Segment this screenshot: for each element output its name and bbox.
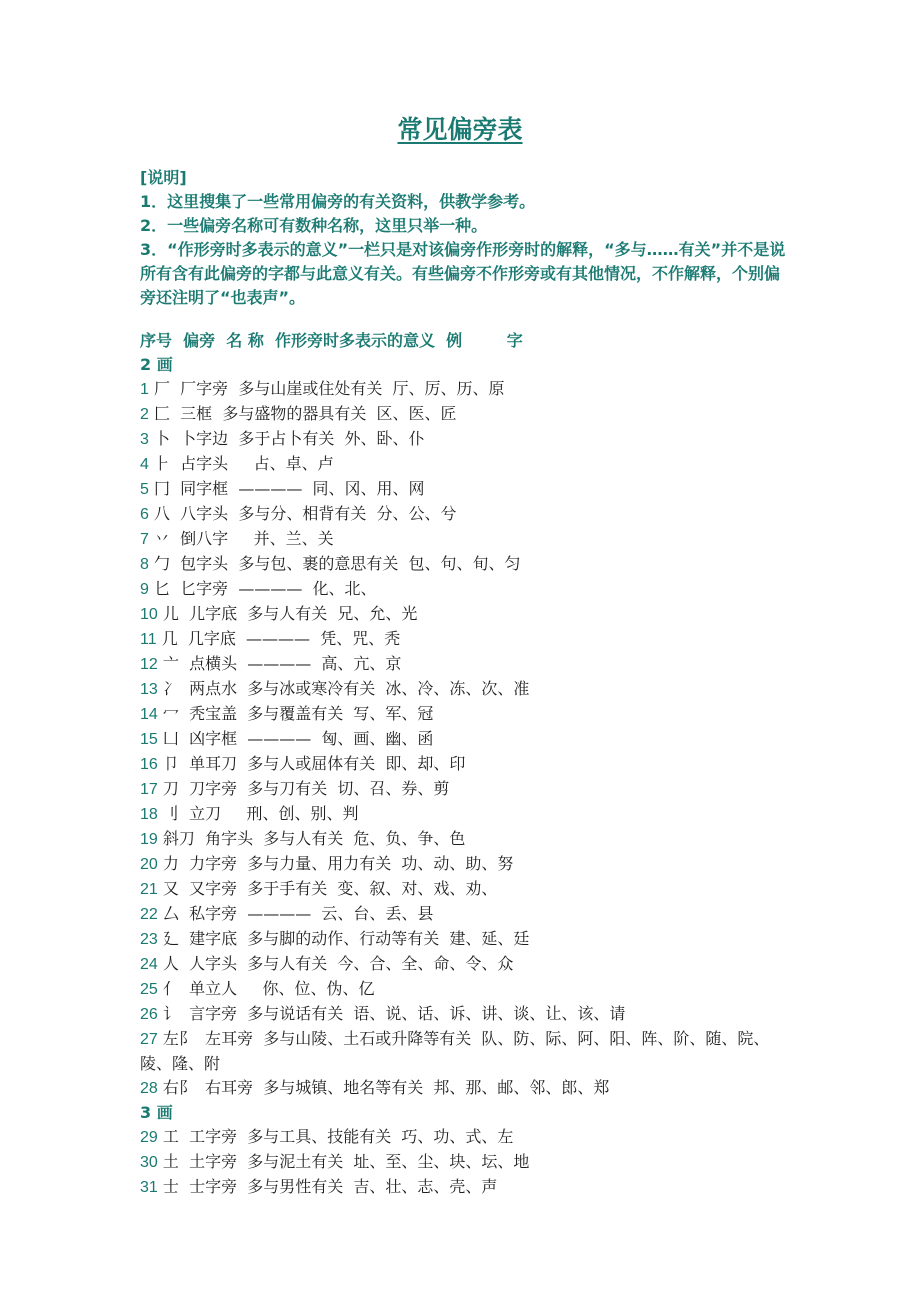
list-item	[140, 402, 790, 427]
entry-text: 匕 匕字旁 ———— 化、北、	[154, 579, 377, 598]
list-item	[140, 927, 790, 952]
list-item	[140, 1125, 790, 1150]
entry-number: 5	[140, 481, 149, 498]
list-item	[140, 777, 790, 802]
notes-heading: [说明]	[140, 168, 187, 187]
entry-number: 6	[140, 506, 149, 523]
entry-number: 10	[140, 606, 158, 623]
entry-number: 18	[140, 806, 158, 823]
entry-number: 31	[140, 1179, 158, 1196]
list-item	[140, 1150, 790, 1175]
list-item	[140, 1076, 790, 1101]
note-item-2: 2．一些偏旁名称可有数种名称，这里只举一种。	[140, 216, 488, 235]
entry-text: 卩 单耳刀 多与人或屈体有关 即、却、印	[162, 754, 466, 773]
list-item	[140, 427, 790, 452]
entry-number: 27	[140, 1031, 158, 1048]
entry-number: 17	[140, 781, 158, 798]
entry-number: 9	[140, 581, 149, 598]
entry-text: 八 八字头 多与分、相背有关 分、公、兮	[154, 504, 457, 523]
entry-number: 22	[140, 906, 158, 923]
entry-text: 勹 包字头 多与包、裹的意思有关 包、句、旬、匀	[154, 554, 521, 573]
note-item-1: 1．这里搜集了一些常用偏旁的有关资料，供教学参考。	[140, 192, 536, 211]
entry-text: 冂 同字框 ———— 同、冈、用、网	[154, 479, 425, 498]
entry-number: 14	[140, 706, 158, 723]
entry-text: 冖 秃宝盖 多与覆盖有关 写、军、冠	[162, 704, 434, 723]
entry-number: 15	[140, 731, 158, 748]
entry-text: 刂 立刀 刑、创、别、判	[162, 804, 359, 823]
list-item	[140, 627, 790, 652]
entry-number: 2	[140, 406, 149, 423]
list-item	[140, 752, 790, 777]
list-item	[140, 727, 790, 752]
entry-text: 讠 言字旁 多与说话有关 语、说、话、诉、讲、谈、让、该、请	[162, 1004, 626, 1023]
entry-text: 厂 厂字旁 多与山崖或住处有关 厅、厉、历、原	[154, 379, 505, 398]
entry-number: 20	[140, 856, 158, 873]
entry-number: 24	[140, 956, 158, 973]
entry-text: 亻 单立人 你、位、伪、亿	[162, 979, 375, 998]
list-item	[140, 902, 790, 927]
entry-text: 卜 卜字边 多于占卜有关 外、卧、仆	[154, 429, 425, 448]
entry-text: 士 士字旁 多与男性有关 吉、壮、志、壳、声	[162, 1177, 498, 1196]
list-item	[140, 1175, 790, 1200]
entry-number: 29	[140, 1129, 158, 1146]
entry-text: 丷 倒八字 并、兰、关	[154, 529, 334, 548]
list-item	[140, 1027, 790, 1076]
entry-number: 21	[140, 881, 158, 898]
entry-text: 廴 建字底 多与脚的动作、行动等有关 建、延、廷	[162, 929, 530, 948]
list-item	[140, 802, 790, 827]
page-title-text: 常见偏旁表	[397, 115, 523, 144]
entry-number: 13	[140, 681, 158, 698]
list-item	[140, 702, 790, 727]
list-item	[140, 377, 790, 402]
entry-text: 匚 三框 多与盛物的器具有关 区、医、匠	[154, 404, 457, 423]
entry-text: 刀 刀字旁 多与刀有关 切、召、券、剪	[162, 779, 450, 798]
entry-text: 冫 两点水 多与冰或寒冷有关 冰、冷、冻、次、准	[162, 679, 530, 698]
entry-text: 又 又字旁 多于手有关 变、叙、对、戏、劝、	[162, 879, 498, 898]
entry-text: 力 力字旁 多与力量、用力有关 功、动、助、努	[162, 854, 514, 873]
list-item	[140, 502, 790, 527]
list-item	[140, 877, 790, 902]
entry-number: 1	[140, 381, 149, 398]
entry-text: 亠 点横头 ———— 高、亢、京	[162, 654, 402, 673]
entry-number: 25	[140, 981, 158, 998]
entry-number: 30	[140, 1154, 158, 1171]
radical-list	[140, 353, 790, 1200]
table-header: 序号 偏旁 名 称 作形旁时多表示的意义 例 字	[140, 331, 523, 350]
page-title	[0, 112, 920, 148]
list-item	[140, 477, 790, 502]
notes-block	[140, 166, 790, 310]
list-item	[140, 552, 790, 577]
stroke-section-heading: 3 画	[140, 1103, 173, 1122]
list-item	[140, 677, 790, 702]
entry-text: 土 土字旁 多与泥土有关 址、至、尘、块、坛、地	[162, 1152, 530, 1171]
entry-number: 11	[140, 631, 157, 648]
note-item-3: 3．“作形旁时多表示的意义”一栏只是对该偏旁作形旁时的解释，“多与……有关”并不是说所有含有此偏旁的字都与此意义有关。有些偏旁不作形旁或有其他情况，不作解释，个别偏旁还注明了“也表声”。	[140, 240, 786, 307]
list-item	[140, 827, 790, 852]
entry-text: 厶 私字旁 ———— 云、台、丢、县	[162, 904, 434, 923]
list-item	[140, 952, 790, 977]
entry-text: 人 人字头 多与人有关 今、合、全、命、令、众	[162, 954, 514, 973]
entry-text: 斜刀 角字头 多与人有关 危、负、争、色	[162, 829, 466, 848]
entry-text: 左阝 左耳旁 多与山陵、土石或升降等有关 队、防、际、阿、阳、阵、阶、随、院、陵、隆、附	[140, 1029, 770, 1073]
entry-text: ⺊ 占字头 占、卓、卢	[154, 454, 334, 473]
entry-number: 8	[140, 556, 149, 573]
entry-text: 儿 儿字底 多与人有关 兄、允、光	[162, 604, 418, 623]
entry-number: 12	[140, 656, 158, 673]
entry-text: 凵 凶字框 ———— 匈、画、幽、函	[162, 729, 434, 748]
entry-number: 7	[140, 531, 149, 548]
list-item	[140, 1002, 790, 1027]
entry-number: 23	[140, 931, 158, 948]
entry-number: 26	[140, 1006, 158, 1023]
list-item	[140, 577, 790, 602]
list-item	[140, 602, 790, 627]
entry-number: 19	[140, 831, 158, 848]
entry-text: 几 几字底 ———— 凭、咒、秃	[161, 629, 401, 648]
entry-number: 16	[140, 756, 158, 773]
list-item	[140, 977, 790, 1002]
entry-number: 28	[140, 1080, 158, 1097]
entry-number: 3	[140, 431, 149, 448]
entry-text: 右阝 右耳旁 多与城镇、地名等有关 邦、那、邮、邻、郎、郑	[162, 1078, 610, 1097]
entry-number: 4	[140, 456, 149, 473]
list-item	[140, 652, 790, 677]
list-item	[140, 452, 790, 477]
list-item	[140, 852, 790, 877]
entry-text: 工 工字旁 多与工具、技能有关 巧、功、式、左	[162, 1127, 514, 1146]
stroke-section-heading: 2 画	[140, 355, 173, 374]
list-item	[140, 527, 790, 552]
